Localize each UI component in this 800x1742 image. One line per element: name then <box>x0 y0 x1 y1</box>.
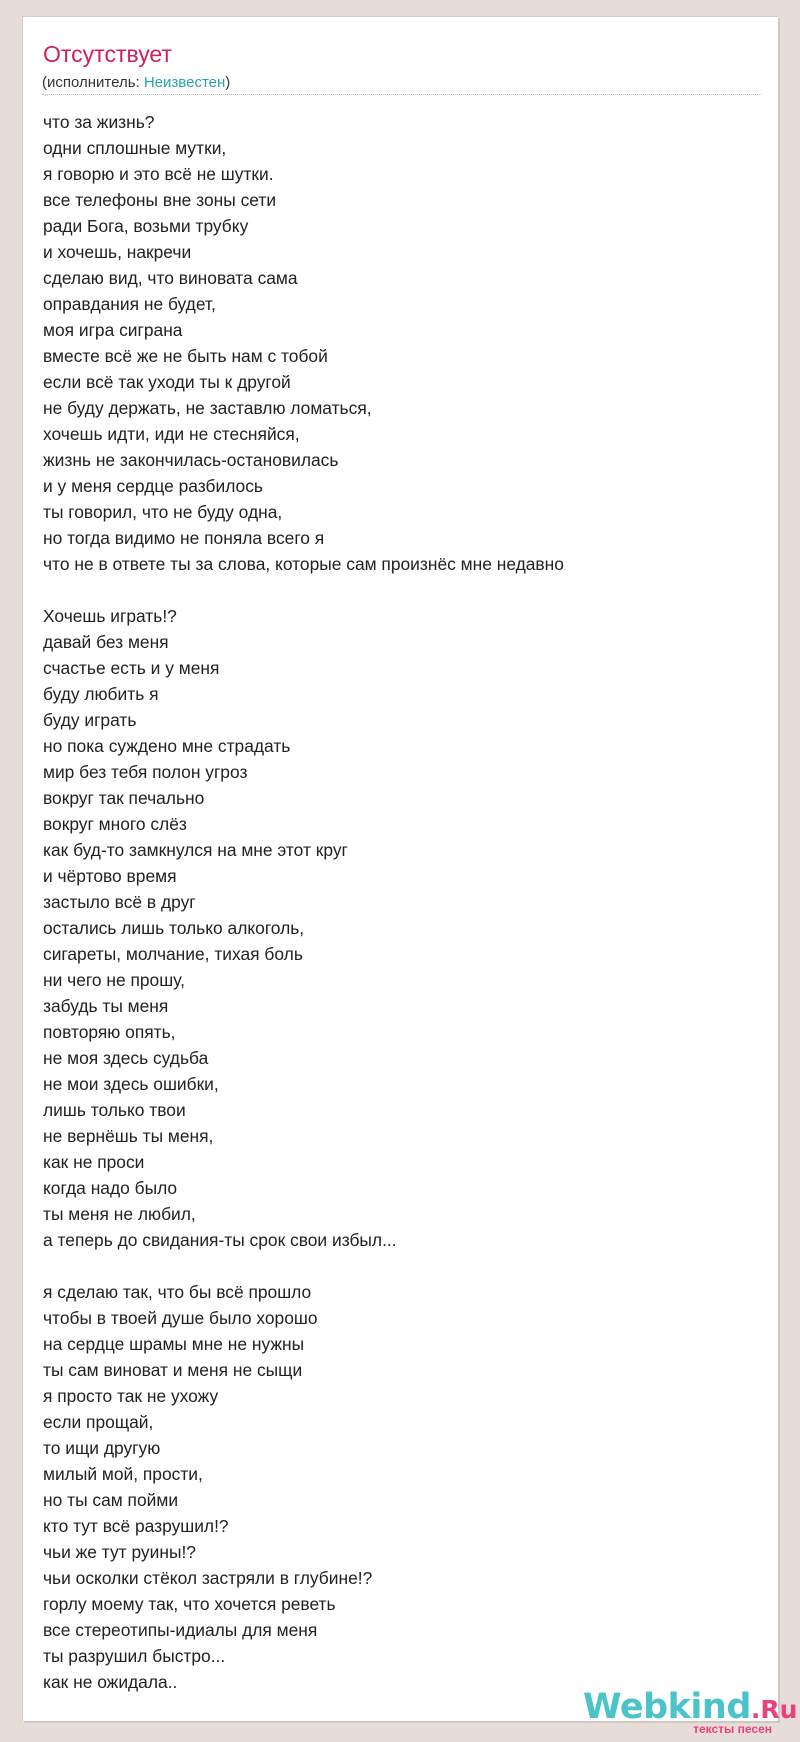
lyric-line: моя игра сиграна <box>43 320 183 340</box>
lyric-line: если всё так уходи ты к другой <box>43 372 291 392</box>
lyrics-text <box>43 109 564 1695</box>
artist-suffix: ) <box>225 74 231 91</box>
lyric-line: но тогда видимо не поняла всего я <box>43 528 325 548</box>
lyric-line: не вернёшь ты меня, <box>43 1126 214 1146</box>
lyric-line: на сердце шрамы мне не нужны <box>43 1334 305 1354</box>
lyric-line: а теперь до свидания-ты срок свои избыл... <box>43 1230 397 1250</box>
lyric-line: чтобы в твоей душе было хорошо <box>43 1308 318 1328</box>
artist-line <box>42 75 230 90</box>
lyric-line: повторяю опять, <box>43 1022 176 1042</box>
site-logo[interactable] <box>583 1687 798 1736</box>
lyric-line: все стереотипы-идиалы для меня <box>43 1620 318 1640</box>
lyric-line: одни сплошные мутки, <box>43 138 227 158</box>
lyric-line: давай без меня <box>43 632 169 652</box>
lyric-line: мир без тебя полон угроз <box>43 762 248 782</box>
artist-link[interactable]: Неизвестен <box>143 74 226 91</box>
lyrics-card <box>22 16 798 1736</box>
lyric-line: все телефоны вне зоны сети <box>43 190 277 210</box>
lyric-line: оправдания не будет, <box>43 294 216 314</box>
title-divider <box>42 94 762 95</box>
lyric-line: не мои здесь ошибки, <box>43 1074 219 1094</box>
lyric-line: чьи осколки стёкол застряли в глубине!? <box>43 1568 373 1588</box>
lyric-line: остались лишь только алкоголь, <box>43 918 305 938</box>
lyric-line: Хочешь играть!? <box>43 606 177 626</box>
lyric-line: если прощай, <box>43 1412 154 1432</box>
lyric-line: ни чего не прошу, <box>43 970 185 990</box>
lyric-line: ты разрушил быстро... <box>43 1646 226 1666</box>
lyric-line: ты сам виноват и меня не сыщи <box>43 1360 303 1380</box>
lyric-line: и чёртово время <box>43 866 177 886</box>
lyric-line: сделаю вид, что виновата сама <box>43 268 298 288</box>
lyric-line: кто тут всё разрушил!? <box>43 1516 229 1536</box>
lyric-line: буду любить я <box>43 684 159 704</box>
lyric-line: застыло всё в друг <box>43 892 196 912</box>
lyric-line: сигареты, молчание, тихая боль <box>43 944 303 964</box>
lyric-line: и хочешь, накречи <box>43 242 192 262</box>
lyric-line: ты меня не любил, <box>43 1204 196 1224</box>
lyric-line: то ищи другую <box>43 1438 161 1458</box>
lyric-line: не моя здесь судьба <box>43 1048 209 1068</box>
lyric-line: счастье есть и у меня <box>43 658 220 678</box>
lyric-line: хочешь идти, иди не стесняйся, <box>43 424 300 444</box>
lyric-line: как не ожидала.. <box>43 1672 178 1692</box>
stanza-break <box>43 1253 564 1279</box>
logo-wordmark <box>583 1687 798 1727</box>
lyric-line: вокруг так печально <box>43 788 205 808</box>
lyric-line: но ты сам пойми <box>43 1490 179 1510</box>
lyric-line: как не проси <box>43 1152 145 1172</box>
lyric-line: я просто так не ухожу <box>43 1386 219 1406</box>
lyric-line: лишь только твои <box>43 1100 186 1120</box>
lyric-line: не буду держать, не заставлю ломаться, <box>43 398 372 418</box>
lyric-line: что за жизнь? <box>43 112 155 132</box>
lyric-line: милый мой, прости, <box>43 1464 203 1484</box>
lyric-line: вместе всё же не быть нам с тобой <box>43 346 328 366</box>
lyric-line: что не в ответе ты за слова, которые сам произнёс мне недавно <box>43 554 564 574</box>
lyric-line: я сделаю так, что бы всё прошло <box>43 1282 312 1302</box>
lyric-line: ради Бога, возьми трубку <box>43 216 249 236</box>
lyric-line: вокруг много слёз <box>43 814 187 834</box>
lyric-line: но пока суждено мне страдать <box>43 736 291 756</box>
lyric-line: забудь ты меня <box>43 996 169 1016</box>
lyric-line: когда надо было <box>43 1178 178 1198</box>
song-title: Отсутствует <box>43 41 172 67</box>
lyric-line: чьи же тут руины!? <box>43 1542 196 1562</box>
lyric-line: жизнь не закончилась-остановилась <box>43 450 339 470</box>
stanza-break <box>43 577 564 603</box>
lyric-line: ты говорил, что не буду одна, <box>43 502 283 522</box>
logo-domain-suffix: .Ru <box>750 1695 798 1724</box>
lyric-line: и у меня сердце разбилось <box>43 476 263 496</box>
artist-prefix: (исполнитель: <box>42 74 144 91</box>
lyric-line: буду играть <box>43 710 137 730</box>
logo-main-text: Webkind <box>583 1687 751 1727</box>
lyric-line: я говорю и это всё не шутки. <box>43 164 274 184</box>
lyric-line: как буд-то замкнулся на мне этот круг <box>43 840 348 860</box>
logo-tagline: тексты песен <box>693 1722 772 1736</box>
lyric-line: горлу моему так, что хочется реветь <box>43 1594 336 1614</box>
